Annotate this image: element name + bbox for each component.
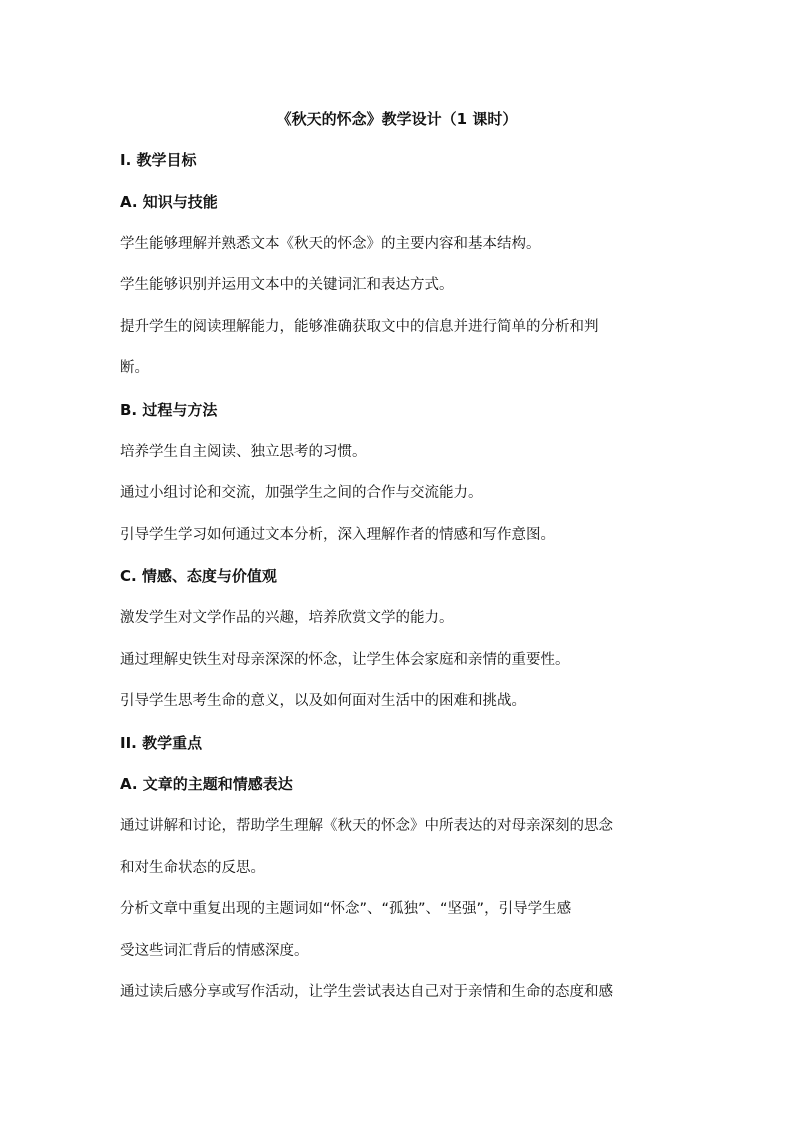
paragraph-line: 和对生命状态的反思。 — [120, 860, 265, 876]
paragraph-line: 激发学生对文学作品的兴趣，培养欣赏文学的能力。 — [120, 610, 454, 626]
paragraph-line: 受这些词汇背后的情感深度。 — [120, 943, 309, 959]
paragraph-line: 通过讲解和讨论，帮助学生理解《秋天的怀念》中所表达的对母亲深刻的思念 — [120, 818, 613, 834]
paragraph-line: 培养学生自主阅读、独立思考的习惯。 — [120, 444, 367, 460]
section-heading-key-points: II. 教学重点 — [120, 734, 203, 752]
subsection-heading-knowledge: A. 知识与技能 — [120, 193, 218, 211]
paragraph-line: 通过理解史铁生对母亲深深的怀念，让学生体会家庭和亲情的重要性。 — [120, 652, 570, 668]
subsection-heading-theme: A. 文章的主题和情感表达 — [120, 775, 293, 793]
paragraph-line: 通过小组讨论和交流，加强学生之间的合作与交流能力。 — [120, 485, 483, 501]
paragraph-line: 引导学生思考生命的意义，以及如何面对生活中的困难和挑战。 — [120, 693, 526, 709]
paragraph-line: 引导学生学习如何通过文本分析，深入理解作者的情感和写作意图。 — [120, 527, 555, 543]
subsection-heading-values: C. 情感、态度与价值观 — [120, 567, 277, 585]
paragraph-line: 分析文章中重复出现的主题词如“怀念”、“孤独”、“坚强”，引导学生感 — [120, 901, 572, 917]
section-heading-objectives: I. 教学目标 — [120, 151, 197, 169]
paragraph-line: 学生能够识别并运用文本中的关键词汇和表达方式。 — [120, 277, 454, 293]
subsection-heading-process: B. 过程与方法 — [120, 401, 218, 419]
paragraph-line: 断。 — [120, 360, 149, 376]
document-title: 《秋天的怀念》教学设计（1 课时） — [276, 110, 518, 128]
paragraph-line: 学生能够理解并熟悉文本《秋天的怀念》的主要内容和基本结构。 — [120, 236, 541, 252]
paragraph-line: 通过读后感分享或写作活动，让学生尝试表达自己对于亲情和生命的态度和感 — [120, 984, 613, 1000]
paragraph-line: 提升学生的阅读理解能力，能够准确获取文中的信息并进行简单的分析和判 — [120, 319, 599, 335]
